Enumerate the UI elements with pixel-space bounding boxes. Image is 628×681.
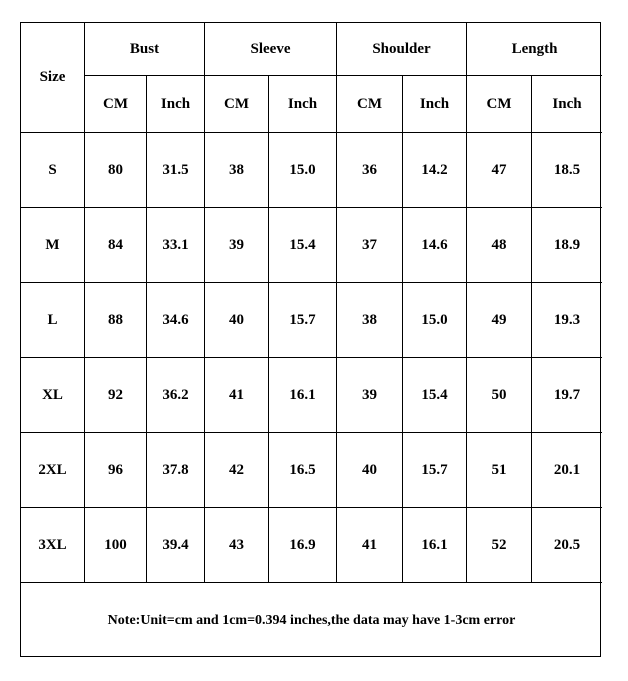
sleeve-inch-cell: 16.1 — [269, 358, 337, 433]
size-cell: M — [21, 208, 85, 283]
sleeve-inch-cell: 15.0 — [269, 133, 337, 208]
length-cm-cell: 52 — [467, 508, 532, 583]
sleeve-cm-cell: 40 — [205, 283, 269, 358]
shoulder-inch-cell: 16.1 — [403, 508, 467, 583]
bust-cm-cell: 96 — [85, 433, 147, 508]
bust-cm-cell: 100 — [85, 508, 147, 583]
length-inch-cell: 18.5 — [532, 133, 602, 208]
bust-inch-unit: Inch — [147, 76, 205, 133]
length-inch-cell: 18.9 — [532, 208, 602, 283]
sleeve-inch-cell: 15.7 — [269, 283, 337, 358]
bust-cm-cell: 88 — [85, 283, 147, 358]
bust-inch-cell: 36.2 — [147, 358, 205, 433]
length-inch-cell: 20.5 — [532, 508, 602, 583]
shoulder-cm-unit: CM — [337, 76, 403, 133]
length-inch-cell: 20.1 — [532, 433, 602, 508]
sleeve-inch-cell: 16.5 — [269, 433, 337, 508]
size-cell: 3XL — [21, 508, 85, 583]
bust-cm-cell: 84 — [85, 208, 147, 283]
shoulder-inch-cell: 15.4 — [403, 358, 467, 433]
size-cell: 2XL — [21, 433, 85, 508]
sleeve-cm-cell: 41 — [205, 358, 269, 433]
sleeve-inch-unit: Inch — [269, 76, 337, 133]
shoulder-cm-cell: 38 — [337, 283, 403, 358]
sleeve-cm-cell: 43 — [205, 508, 269, 583]
sleeve-cm-cell: 39 — [205, 208, 269, 283]
bust-inch-cell: 31.5 — [147, 133, 205, 208]
shoulder-inch-cell: 14.6 — [403, 208, 467, 283]
length-inch-unit: Inch — [532, 76, 602, 133]
shoulder-inch-cell: 15.0 — [403, 283, 467, 358]
bust-inch-cell: 37.8 — [147, 433, 205, 508]
sleeve-cm-unit: CM — [205, 76, 269, 133]
length-cm-cell: 50 — [467, 358, 532, 433]
sleeve-cm-cell: 38 — [205, 133, 269, 208]
length-cm-cell: 49 — [467, 283, 532, 358]
length-cm-cell: 48 — [467, 208, 532, 283]
size-column-header: Size — [21, 23, 85, 133]
shoulder-cm-cell: 37 — [337, 208, 403, 283]
size-cell: L — [21, 283, 85, 358]
length-header: Length — [467, 23, 602, 76]
size-chart-table — [20, 22, 601, 657]
bust-inch-cell: 39.4 — [147, 508, 205, 583]
shoulder-inch-cell: 14.2 — [403, 133, 467, 208]
shoulder-cm-cell: 36 — [337, 133, 403, 208]
shoulder-cm-cell: 39 — [337, 358, 403, 433]
bust-cm-cell: 80 — [85, 133, 147, 208]
sleeve-inch-cell: 15.4 — [269, 208, 337, 283]
shoulder-header: Shoulder — [337, 23, 467, 76]
sleeve-header: Sleeve — [205, 23, 337, 76]
shoulder-cm-cell: 40 — [337, 433, 403, 508]
length-cm-cell: 51 — [467, 433, 532, 508]
length-inch-cell: 19.7 — [532, 358, 602, 433]
size-cell: S — [21, 133, 85, 208]
bust-header: Bust — [85, 23, 205, 76]
measurement-note: Note:Unit=cm and 1cm=0.394 inches,the data may have 1-3cm error — [107, 612, 516, 628]
length-cm-unit: CM — [467, 76, 532, 133]
shoulder-inch-unit: Inch — [403, 76, 467, 133]
bust-cm-unit: CM — [85, 76, 147, 133]
sleeve-inch-cell: 16.9 — [269, 508, 337, 583]
length-cm-cell: 47 — [467, 133, 532, 208]
size-cell: XL — [21, 358, 85, 433]
bust-cm-cell: 92 — [85, 358, 147, 433]
sleeve-cm-cell: 42 — [205, 433, 269, 508]
length-inch-cell: 19.3 — [532, 283, 602, 358]
bust-inch-cell: 33.1 — [147, 208, 205, 283]
bust-inch-cell: 34.6 — [147, 283, 205, 358]
shoulder-cm-cell: 41 — [337, 508, 403, 583]
shoulder-inch-cell: 15.7 — [403, 433, 467, 508]
